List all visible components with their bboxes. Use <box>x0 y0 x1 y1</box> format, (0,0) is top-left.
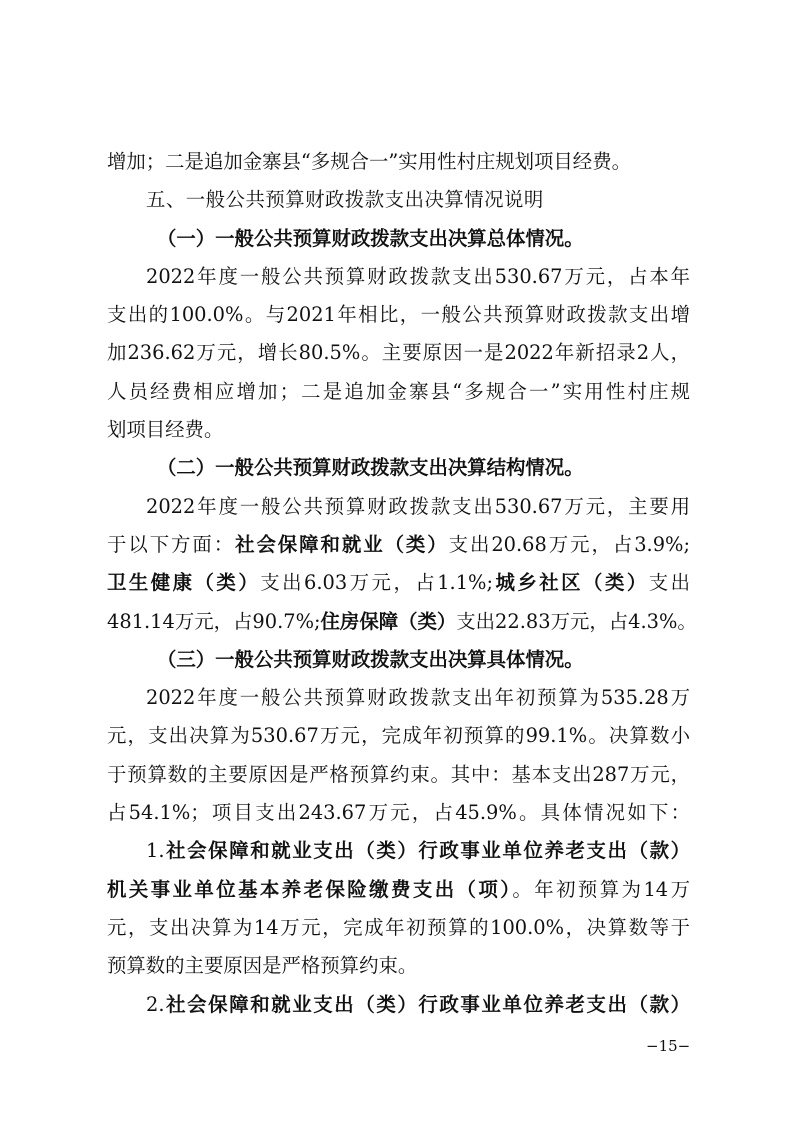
line-text: 481.14万元，占90.7%; <box>107 609 321 633</box>
line-text: 于以下方面： <box>107 532 236 556</box>
paragraph-line: 2022年度一般公共预算财政拨款支出年初预算为535.28万 <box>146 686 690 710</box>
paragraph-line: 元，支出决算为14万元，完成年初预算的100.0%，决算数等于 <box>107 915 690 939</box>
paragraph-line <box>107 603 697 641</box>
line-text: 支出20.68万元，占3.9%; <box>448 532 690 556</box>
bold-item-title: 机关事业单位基本养老保险缴费支出（项） <box>107 877 513 901</box>
subsection-heading: （二）一般公共预算财政拨款支出决算结构情况。 <box>157 456 584 480</box>
page-number: −15− <box>646 1037 691 1055</box>
paragraph-line <box>107 564 690 602</box>
bold-category: 住房保障（类） <box>320 609 457 633</box>
paragraph-line: 占54.1%；项目支出243.67万元，占45.9%。具体情况如下： <box>107 801 690 825</box>
line-text: 。年初预算为14万 <box>512 877 690 901</box>
subsection-heading: （三）一般公共预算财政拨款支出决算具体情况。 <box>157 647 584 671</box>
paragraph-line: 支出的100.0%。与2021年相比，一般公共预算财政拨款支出增 <box>107 303 690 327</box>
line-text: 支出22.83万元，占4.3%。 <box>456 609 697 633</box>
paragraph-line <box>107 832 690 870</box>
item-number: 1. <box>146 839 165 863</box>
paragraph-line: 人员经费相应增加；二是追加金寨县“多规合一”实用性村庄规 <box>107 379 690 403</box>
document-body <box>107 143 697 1024</box>
paragraph-line <box>107 871 690 909</box>
bold-category: 城乡社区（类） <box>493 571 649 595</box>
paragraph-line: 增加；二是追加金寨县“多规合一”实用性村庄规划项目经费。 <box>107 150 631 173</box>
line-text: 支出 <box>648 571 691 595</box>
subsection-heading: （一）一般公共预算财政拨款支出决算总体情况。 <box>157 226 584 250</box>
paragraph-line <box>107 526 690 564</box>
bold-category: 卫生健康（类） <box>107 571 261 595</box>
paragraph-line: 于预算数的主要原因是严格预算约束。其中：基本支出287万元， <box>107 762 690 786</box>
bold-item-title: 社会保障和就业支出（类）行政事业单位养老支出（款） <box>164 992 690 1016</box>
item-number: 2. <box>146 992 165 1016</box>
bold-category: 社会保障和就业（类） <box>235 532 449 556</box>
bold-item-title: 社会保障和就业支出（类）行政事业单位养老支出（款） <box>164 839 690 863</box>
paragraph-line: 2022年度一般公共预算财政拨款支出530.67万元，占本年 <box>146 264 690 288</box>
paragraph-line: 预算数的主要原因是严格预算约束。 <box>107 954 418 978</box>
line-text: 支出6.03万元，占1.1%; <box>260 571 494 595</box>
section-heading: 五、一般公共预算财政拨款支出决算情况说明 <box>146 188 544 212</box>
paragraph-line: 加236.62万元，增长80.5%。主要原因一是2022年新招录2人， <box>107 341 690 365</box>
paragraph-line <box>107 986 690 1024</box>
paragraph-line: 2022年度一般公共预算财政拨款支出530.67万元，主要用 <box>146 494 690 518</box>
paragraph-line: 划项目经费。 <box>107 418 224 442</box>
paragraph-line: 元，支出决算为530.67万元，完成年初预算的99.1%。决算数小 <box>107 724 690 748</box>
